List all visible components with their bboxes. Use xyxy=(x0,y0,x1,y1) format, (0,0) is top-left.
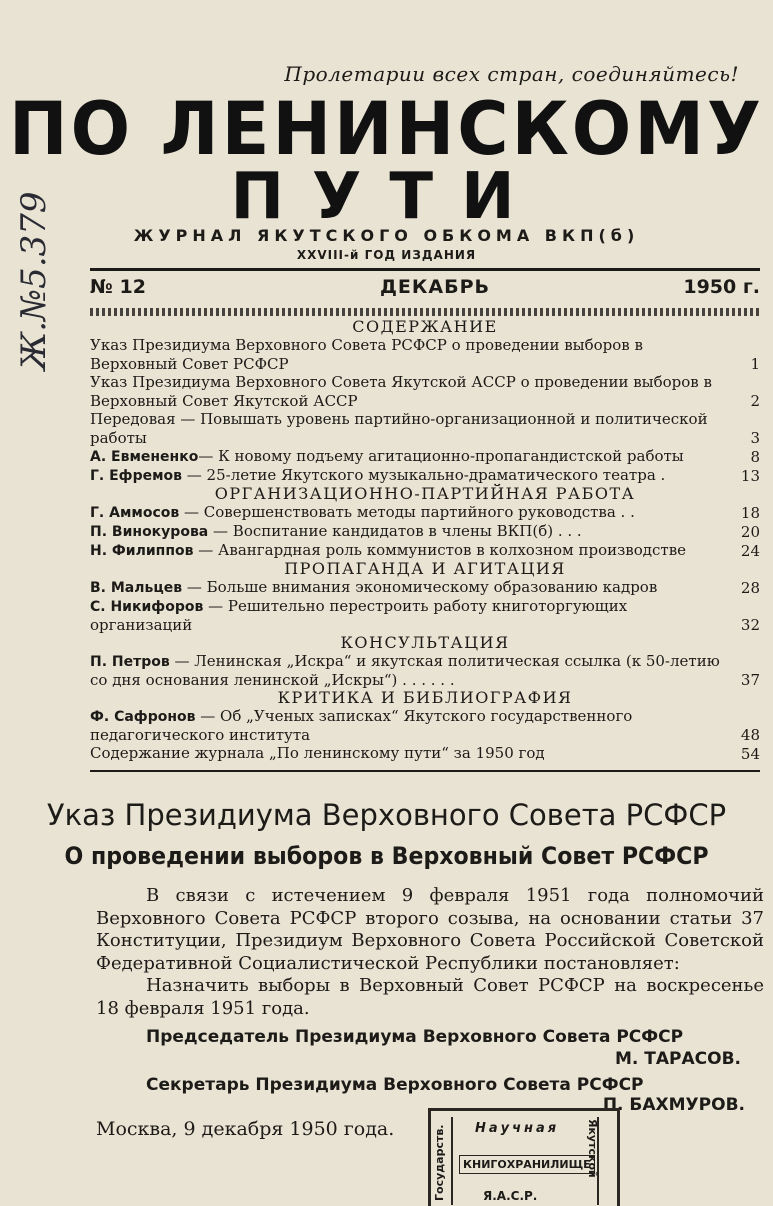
toc-entry xyxy=(90,578,760,597)
year-of-issue: XXVIII-й ГОД ИЗДАНИЯ xyxy=(296,248,477,262)
toc-entry-title: — Совершенствовать методы партийного руководства . . xyxy=(179,503,635,521)
secretary-name: П. БАХМУРОВ. xyxy=(602,1095,745,1115)
toc-entry-title: — Авангардная роль коммунистов в колхозном производстве xyxy=(193,541,687,559)
toc-entry-author: С. Никифоров xyxy=(90,599,204,615)
toc-entry-page: 2 xyxy=(750,392,760,410)
journal-title-line1: ПО ЛЕНИНСКОМУ xyxy=(9,85,764,173)
toc-entry-page: 18 xyxy=(740,504,760,522)
chair-title: Председатель Президиума Верховного Совета РСФСР xyxy=(146,1027,684,1047)
toc-entry-page: 48 xyxy=(740,726,760,744)
toc-entry-page: 32 xyxy=(740,616,760,634)
toc-entry-title: Указ Президиума Верховного Совета Якутской АССР о проведении выборов в Верховный Совет Якутской АССР xyxy=(90,373,712,410)
journal-title-line2: ПУТИ xyxy=(230,160,543,234)
toc-entry xyxy=(90,522,760,541)
place-date: Москва, 9 декабря 1950 года. xyxy=(96,1118,395,1140)
toc-section-consultation: КОНСУЛЬТАЦИЯ xyxy=(340,633,510,652)
article-paragraph: Назначить выборы в Верховный Совет РСФСР на воскресенье 18 февраля 1951 года. xyxy=(96,975,764,1019)
shelfmark: Ж.№5.379 xyxy=(14,191,54,370)
toc-entry-title: Содержание журнала „По ленинскому пути“ за 1950 год xyxy=(90,744,545,762)
toc-entry-author: Г. Ефремов xyxy=(90,468,183,484)
article-body xyxy=(96,885,764,1020)
issue-info-row xyxy=(90,276,760,300)
toc-section-org: ОРГАНИЗАЦИОННО-ПАРТИЙНАЯ РАБОТА xyxy=(214,484,636,503)
toc-entry xyxy=(90,707,760,744)
stamp-line3: Я.А.С.Р. xyxy=(483,1189,538,1203)
toc-entry xyxy=(90,597,760,634)
stamp-line2: КНИГОХРАНИЛИЩЕ xyxy=(459,1155,595,1174)
toc-entry-title: — Больше внимания экономическому образованию кадров xyxy=(182,578,658,596)
toc-entry-title: — Об „Ученых записках“ Якутского государственного педагогического института xyxy=(90,707,633,744)
toc-entry xyxy=(90,373,760,410)
toc-entry-page: 8 xyxy=(750,448,760,466)
toc-entry-author: Ф. Сафронов xyxy=(90,709,196,725)
toc-entry xyxy=(90,652,760,689)
header-rule-top xyxy=(90,268,760,271)
toc-entry xyxy=(90,744,760,763)
toc-entry xyxy=(90,541,760,560)
article-subheading: О проведении выборов в Верховный Совет РСФСР xyxy=(64,842,709,870)
journal-subtitle: ЖУРНАЛ ЯКУТСКОГО ОБКОМА ВКП(б) xyxy=(133,226,640,245)
toc-entry-author: П. Петров xyxy=(90,654,170,670)
toc-entry-title: — К новому подъему агитационно-пропагандистской работы xyxy=(198,447,684,465)
toc-entry-page: 54 xyxy=(740,745,760,763)
toc-entry-author: В. Мальцев xyxy=(90,580,183,596)
chair-name: М. ТАРАСОВ. xyxy=(614,1049,741,1069)
toc-section-criticism: КРИТИКА И БИБЛИОГРАФИЯ xyxy=(277,688,573,707)
toc-entry-author: Г. Аммосов xyxy=(90,505,180,521)
toc-heading: СОДЕРЖАНИЕ xyxy=(352,317,498,336)
toc-entry-title: — Ленинская „Искра“ и якутская политическая ссылка (к 50-летию со дня основания ленинской „Искры“) . . . . . . xyxy=(90,652,720,689)
article-paragraph: В связи с истечением 9 февраля 1951 года полномочий Верховного Совета РСФСР второго созыва, на основании статьи 37 Конституции, Президиум Верховного Совета Российской Советской Федеративной Социалистической Республики постановляет: xyxy=(96,885,764,974)
toc-entry xyxy=(90,503,760,522)
toc-entry xyxy=(90,410,760,447)
toc-entry-title: — 25-летие Якутского музыкально-драматического театра . xyxy=(182,466,666,484)
toc-entry-title: Указ Президиума Верховного Совета РСФСР о проведении выборов в Верховный Совет РСФСР xyxy=(90,336,643,373)
library-stamp xyxy=(428,1108,620,1206)
toc-entry-title: Передовая — Повышать уровень партийно-организационной и политической работы xyxy=(90,410,708,447)
secretary-title: Секретарь Президиума Верховного Совета РСФСР xyxy=(146,1075,644,1095)
toc-entry-page: 3 xyxy=(750,429,760,447)
toc-entry-author: Н. Филиппов xyxy=(90,543,194,559)
toc-section-propaganda: ПРОПАГАНДА И АГИТАЦИЯ xyxy=(284,559,566,578)
ornamental-divider xyxy=(90,308,760,316)
toc-entry-title: — Решительно перестроить работу книготоргующих организаций xyxy=(90,597,628,634)
stamp-vertical-left: Государств. xyxy=(433,1124,446,1201)
toc-bottom-rule xyxy=(90,770,760,772)
issue-month: ДЕКАБРЬ xyxy=(380,276,491,298)
toc-entry-page: 1 xyxy=(750,355,760,373)
issue-year: 1950 г. xyxy=(683,276,760,298)
toc-entry-page: 37 xyxy=(740,671,760,689)
toc-entry xyxy=(90,447,760,466)
toc-entry xyxy=(90,466,760,485)
toc-entry-page: 28 xyxy=(740,579,760,597)
toc-entry-page: 13 xyxy=(740,467,760,485)
toc-entry-page: 20 xyxy=(740,523,760,541)
stamp-vertical-right: Якутской xyxy=(586,1119,599,1178)
article-heading: Указ Президиума Верховного Совета РСФСР xyxy=(46,798,727,832)
toc-entry-page: 24 xyxy=(740,542,760,560)
stamp-line1: Научная xyxy=(475,1121,560,1136)
toc-entry-author: А. Евмененко xyxy=(90,449,199,465)
issue-number: № 12 xyxy=(90,276,146,298)
toc-entry-title: — Воспитание кандидатов в члены ВКП(б) . . . xyxy=(208,522,582,540)
toc-entry xyxy=(90,336,760,373)
toc-entry-author: П. Винокурова xyxy=(90,524,209,540)
table-of-contents xyxy=(90,318,760,763)
stamp-frame xyxy=(451,1117,599,1205)
motto: Пролетарии всех стран, соединяйтесь! xyxy=(284,62,739,86)
